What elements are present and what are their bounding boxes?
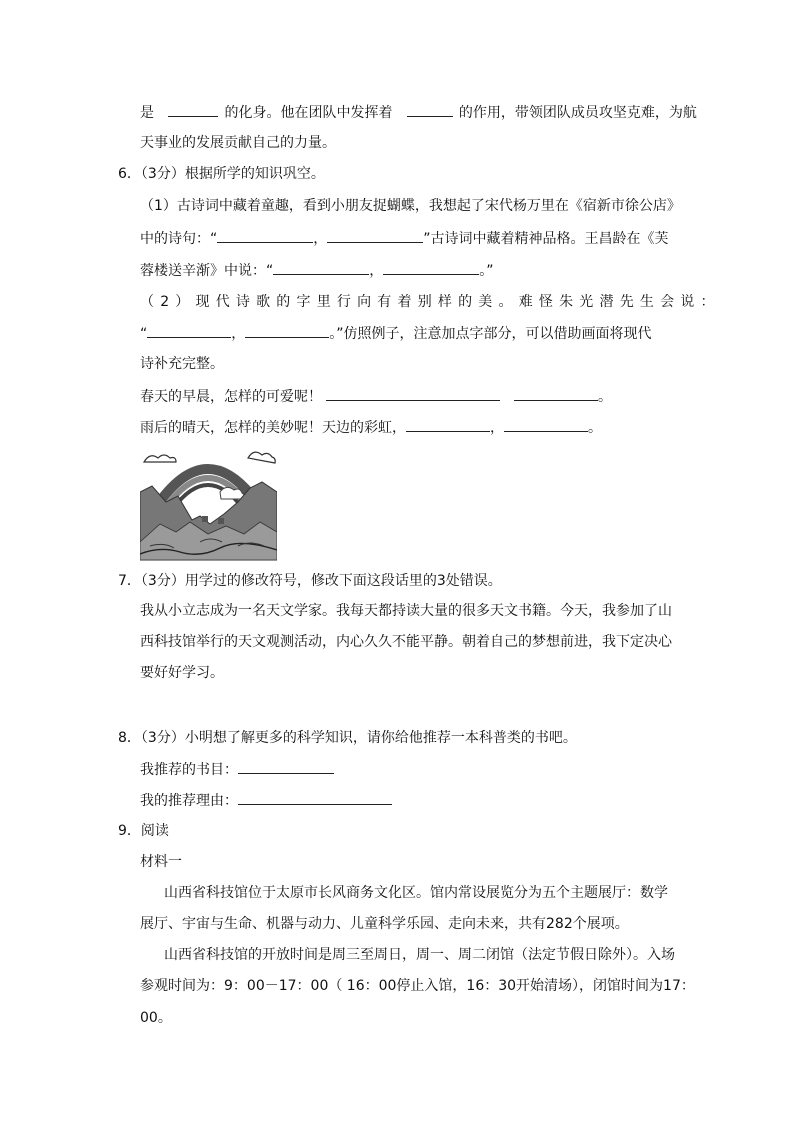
q6-blank-7[interactable] [326, 386, 500, 401]
q9-p1-line-2: 展厅、宇宙与生命、机器与动力、儿童科学乐园、走向未来，共有282个展项。 [140, 916, 629, 932]
q6-blank-10[interactable] [504, 417, 588, 432]
q9-title: 9．阅读 [118, 823, 169, 839]
q9-p2-line-1: 山西省科技馆的开放时间是周三至周日，周一、周二闭馆（法定节假日除外）。入场 [164, 947, 675, 963]
q6-blank-2[interactable] [327, 228, 423, 243]
q6-example-1 [140, 386, 612, 406]
q7-line-2: 西科技馆举行的天文观测活动，内心久久不能平静。朝着自己的梦想前进，我下定决心 [140, 634, 672, 650]
q5-blank-2[interactable] [407, 102, 453, 117]
q6-ex1-text: 春天的早晨，怎样的可爱呢！ [140, 389, 322, 405]
q6-p1-line-1: （1）古诗词中藏着童趣，看到小朋友捉蝴蝶，我想起了宋代杨万里在《宿新市徐公店》 [140, 198, 681, 214]
q6-ex1-end: 。 [598, 389, 612, 405]
q6-p1-l2-suffix: ”古诗词中藏着精神品格。王昌龄在《芙 [423, 231, 669, 247]
rainbow-landscape-illustration [140, 442, 277, 562]
q8-reason-label: 我的推荐理由： [140, 793, 238, 809]
q6-p2-l2-suffix: 。”仿照例子，注意加点字部分，可以借助画面将现代 [329, 326, 652, 342]
q6-blank-8[interactable] [514, 386, 598, 401]
q6-blank-9[interactable] [406, 417, 490, 432]
q6-p2-line-1: （2）现代诗歌的字里行向有着别样的美。难怪朱光潜先生会说： [140, 294, 721, 310]
q6-blank-4[interactable] [383, 260, 479, 275]
q5-blank-1[interactable] [168, 102, 218, 117]
q6-p1-l2-prefix: 中的诗句：“ [140, 231, 218, 247]
q6-p1-l3-end: 。” [479, 263, 494, 279]
q7-line-1: 我从小立志成为一名天文学家。我每天都持读大量的很多天文书籍。今天，我参加了山 [140, 603, 672, 619]
q8-reason-line [140, 790, 392, 810]
q6-blank-1[interactable] [217, 228, 313, 243]
q7-line-3: 要好好学习。 [140, 665, 224, 681]
q8-book-blank[interactable] [238, 759, 334, 774]
q6-comma-1: ， [313, 231, 328, 247]
q6-ex2-end: 。 [588, 420, 602, 436]
q9-p2-line-3: 00。 [140, 1010, 172, 1026]
q9-p2-line-2: 参观时间为：9：00－17：00（ 16：00停止入馆，16：30开始清场），闭馆时间为17： [140, 978, 695, 994]
q5-line-1 [140, 102, 697, 122]
q6-comma-3: ， [231, 326, 246, 342]
q6-blank-5[interactable] [147, 323, 231, 338]
q8-title: 8．（3分）小明想了解更多的科学知识，请你给他推荐一本科普类的书吧。 [118, 730, 577, 746]
q6-comma-2: ， [369, 263, 384, 279]
q6-p2-line-2 [140, 323, 652, 343]
q6-title: 6．（3分）根据所学的知识巩空。 [118, 166, 325, 182]
q6-p1-line-2 [140, 228, 669, 248]
q9-p1-line-1: 山西省科技馆位于太原市长风商务文化区。馆内常设展览分为五个主题展厅：数学 [164, 885, 668, 901]
q5-text-b: 的化身。他在团队中发挥着 [224, 105, 393, 121]
q9-material-heading: 材料一 [140, 854, 182, 870]
q6-blank-3[interactable] [273, 260, 369, 275]
q5-text-a: 是 [140, 105, 154, 121]
q6-p1-l3-prefix: 蓉楼送辛渐》中说：“ [140, 263, 274, 279]
q6-p2-line-3: 诗补充完整。 [140, 356, 224, 372]
q6-ex2-text: 雨后的晴天，怎样的美妙呢！天边的彩虹， [140, 420, 406, 436]
q7-title: 7．（3分）用学过的修改符号，修改下面这段话里的3处错误。 [118, 573, 502, 589]
rainbow-landscape-icon [140, 442, 277, 562]
q8-book-label: 我推荐的书目： [140, 762, 238, 778]
q6-p2-l2-open-quote: “ [140, 326, 148, 342]
q8-reason-blank[interactable] [238, 790, 392, 805]
q6-blank-6[interactable] [245, 323, 329, 338]
q6-example-2 [140, 417, 602, 437]
q5-line-2: 天事业的发展贡献自己的力量。 [140, 135, 336, 151]
q6-comma-4: ， [490, 420, 504, 436]
q8-book-line [140, 759, 334, 779]
q6-p1-line-3 [140, 260, 494, 280]
q5-text-c: 的作用，带领团队成员攻坚克难，为航 [458, 105, 697, 121]
